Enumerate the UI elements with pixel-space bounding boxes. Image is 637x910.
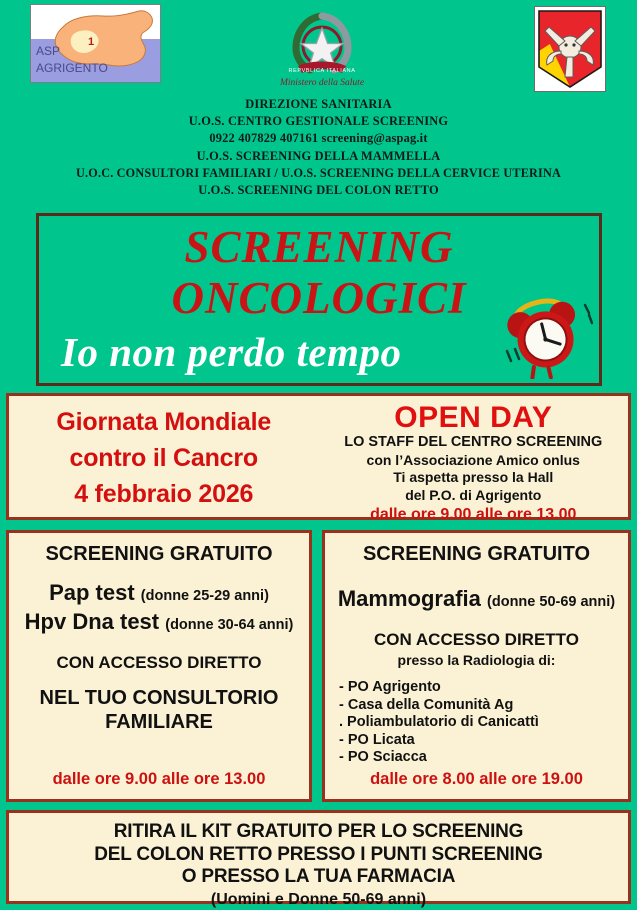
breast-screening-panel — [322, 530, 631, 802]
asp-agrigento-logo — [30, 4, 161, 83]
pap-test-name: Pap test — [49, 580, 135, 605]
left-panel-heading: SCREENING GRATUITO — [45, 543, 273, 565]
world-day-line-2: contro il Cancro — [69, 444, 258, 472]
mammography-name: Mammografia — [337, 586, 481, 611]
open-day-box — [6, 393, 631, 523]
header-line-1: DIREZIONE SANITARIA — [245, 97, 392, 111]
alarm-clock-icon-svg — [497, 289, 593, 379]
asp-logo-line2: AGRIGENTO — [36, 61, 108, 75]
right-panel-hours: dalle ore 8.00 alle ore 19.00 — [370, 770, 583, 788]
pap-test-ages: (donne 25-29 anni) — [140, 588, 269, 604]
right-panel-heading: SCREENING GRATUITO — [362, 543, 591, 565]
open-day-line-2: con l’Associazione Amico onlus — [366, 451, 580, 468]
open-day-line-1: LO STAFF DEL CENTRO SCREENING — [344, 434, 603, 450]
regione-siciliana-logo — [534, 6, 606, 92]
left-panel-place-line-1: NEL TUO CONSULTORIO — [39, 687, 279, 709]
right-panel-access-sub: presso la Radiologia di: — [397, 652, 556, 668]
radiology-site-item: - PO Licata — [339, 731, 415, 748]
left-panel-hours: dalle ore 9.00 alle ore 13.00 — [52, 770, 266, 788]
bottom-line-2: DEL COLON RETTO PRESSO I PUNTI SCREENING — [94, 843, 543, 865]
ministero-caption: Ministero della Salute — [279, 78, 365, 88]
alarm-clock-icon — [497, 289, 593, 379]
bottom-note: (Uomini e Donne 50-69 anni) — [210, 890, 427, 908]
header-line-4: U.O.S. SCREENING DELLA MAMMELLA — [196, 148, 441, 163]
header-contact-block — [0, 96, 637, 199]
ministero-salute-logo — [278, 6, 366, 88]
hpv-test-name: Hpv Dna test — [24, 609, 160, 634]
open-day-line-4: del P.O. di Agrigento — [405, 486, 542, 503]
radiology-site-item: - PO Sciacca — [339, 749, 427, 765]
title-slogan: Io non perdo tempo — [61, 329, 402, 375]
radiology-site-item: - PO Agrigento — [339, 679, 441, 695]
world-day-line-1: Giornata Mondiale — [56, 408, 272, 436]
title-line-1: SCREENING — [184, 222, 454, 272]
cervical-screening-panel — [6, 530, 312, 802]
asp-logo-line1: ASP — [36, 44, 61, 58]
header-line-2: U.O.S. CENTRO GESTIONALE SCREENING — [188, 114, 449, 129]
asp-logo-marker: 1 — [87, 36, 95, 48]
header-line-6: U.O.S. SCREENING DEL COLON RETTO — [198, 183, 439, 198]
title-line-2: ONCOLOGICI — [171, 273, 467, 323]
pap-test-line — [17, 580, 301, 609]
open-day-section — [319, 396, 629, 523]
title-box — [36, 213, 602, 386]
header-line-3-contact: 0922 407829 407161 screening@aspag.it — [209, 131, 428, 146]
mammography-line — [333, 586, 620, 615]
asp-agrigento-logo-svg — [31, 5, 160, 82]
right-panel-access: CON ACCESSO DIRETTO — [374, 630, 579, 649]
radiology-sites-list — [339, 679, 620, 767]
world-cancer-day-section — [9, 396, 319, 517]
open-day-line-3: Ti aspetta presso la Hall — [393, 469, 554, 485]
left-panel-place-line-2: FAMILIARE — [105, 711, 213, 733]
bottom-line-3: O PRESSO LA TUA FARMACIA — [181, 866, 456, 887]
sicilian-flag-trinacria-icon — [535, 7, 605, 91]
radiology-site-item: . Poliambulatorio di Canicattì — [339, 714, 539, 730]
open-day-title: OPEN DAY — [394, 401, 553, 434]
bottom-line-1: RITIRA IL KIT GRATUITO PER LO SCREENING — [113, 821, 524, 842]
hpv-test-ages: (donne 30-64 anni) — [165, 617, 294, 633]
hpv-test-line — [17, 609, 301, 638]
svg-text:REPVBLICA ITALIANA: REPVBLICA ITALIANA — [288, 68, 356, 74]
header-line-5: U.O.C. CONSULTORI FAMILIARI / U.O.S. SCREENING DELLA CERVICE UTERINA — [76, 165, 561, 180]
italian-republic-emblem-icon — [278, 6, 366, 88]
radiology-site-item: - Casa della Comunità Ag — [339, 696, 514, 713]
open-day-hours: dalle ore 9.00 alle ore 13.00 — [370, 506, 577, 523]
world-day-date: 4 febbraio 2026 — [74, 480, 254, 508]
colon-screening-banner — [6, 810, 631, 908]
mammography-ages: (donne 50-69 anni) — [487, 594, 616, 610]
left-panel-access: CON ACCESSO DIRETTO — [56, 653, 262, 672]
